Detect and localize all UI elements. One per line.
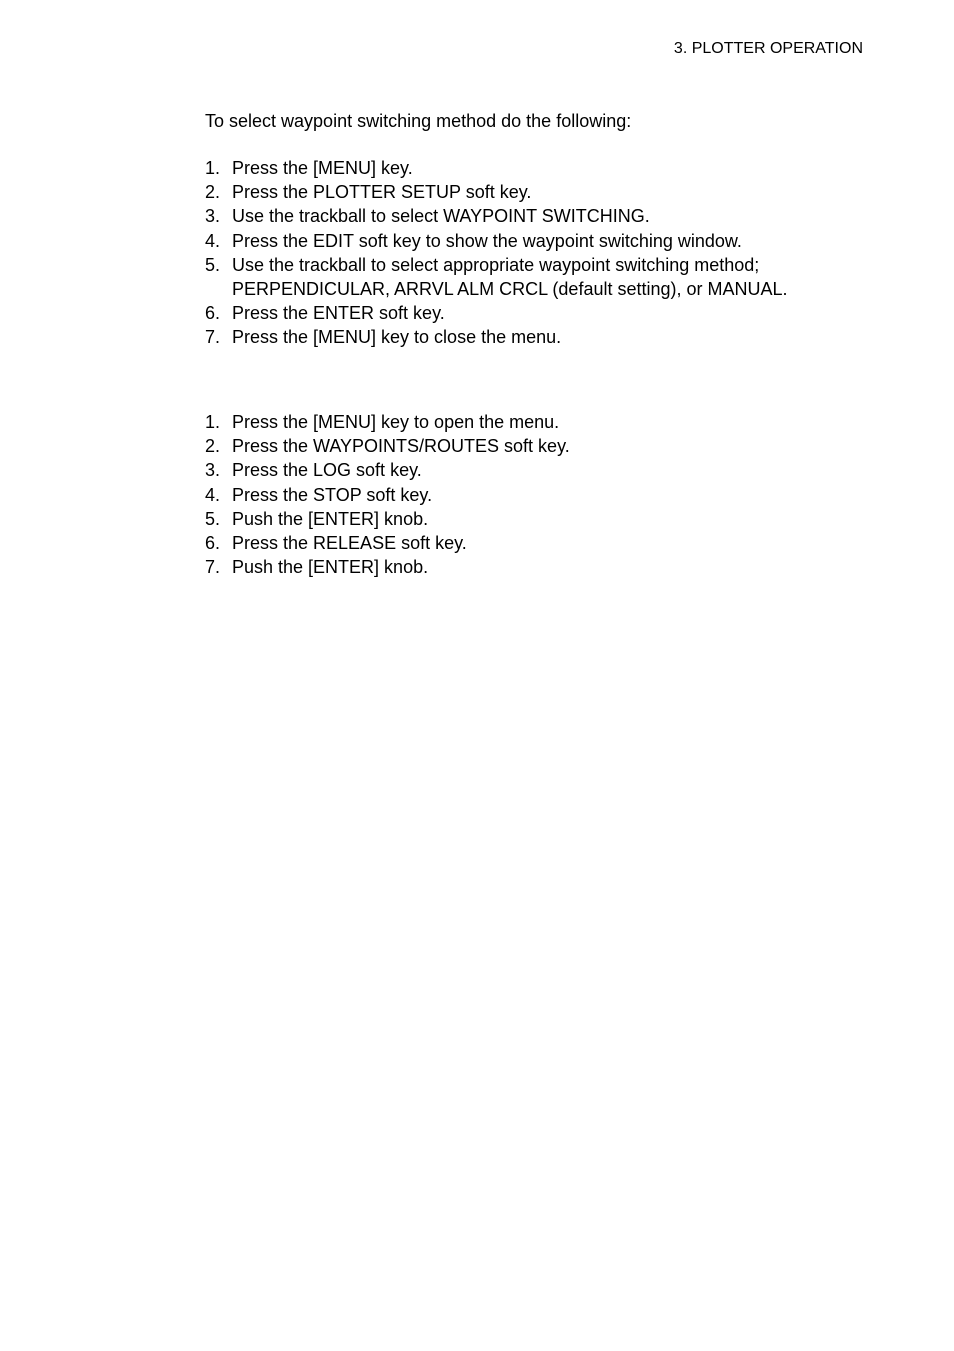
step-text: Press the ENTER soft key. <box>232 303 445 324</box>
step-number: 2. <box>205 436 221 457</box>
list-item <box>205 204 832 228</box>
step-number: 3. <box>205 206 221 227</box>
step-text: Press the STOP soft key. <box>232 484 433 505</box>
list-item <box>205 531 570 555</box>
step-number: 2. <box>205 182 221 203</box>
waypoint-switching-steps <box>205 156 832 350</box>
list-item <box>205 301 832 325</box>
list-item <box>205 325 832 349</box>
list-item <box>205 410 570 434</box>
list-item <box>205 434 570 458</box>
step-number: 5. <box>205 508 221 529</box>
list-item <box>205 229 832 253</box>
step-text: Press the EDIT soft key to show the waypoint switching window. <box>232 230 742 251</box>
section-intro: To select waypoint switching method do the following: <box>205 111 632 131</box>
step-text: Push the [ENTER] knob. <box>232 557 429 578</box>
step-text: Press the LOG soft key. <box>232 460 422 481</box>
step-number: 7. <box>205 557 221 578</box>
step-text: Press the RELEASE soft key. <box>232 533 467 554</box>
list-item <box>205 253 832 301</box>
step-number: 1. <box>205 412 221 432</box>
list-item <box>205 483 570 507</box>
step-text: Use the trackball to select WAYPOINT SWITCHING. <box>232 206 650 227</box>
step-text: Push the [ENTER] knob. <box>232 508 429 529</box>
step-number: 5. <box>205 254 221 275</box>
step-text: Press the [MENU] key. <box>232 158 413 178</box>
step-text: Press the PLOTTER SETUP soft key. <box>232 182 532 203</box>
step-number: 3. <box>205 460 221 481</box>
list-item <box>205 156 832 180</box>
log-stop-steps <box>205 410 570 579</box>
step-number: 6. <box>205 533 221 554</box>
step-number: 7. <box>205 327 221 348</box>
list-item <box>205 458 570 482</box>
step-text: Use the trackball to select appropriate waypoint switching method; PERPENDICULAR, ARRVL ALM CRCL (default setting), or MANUAL. <box>232 254 788 300</box>
list-item <box>205 180 832 204</box>
step-text: Press the WAYPOINTS/ROUTES soft key. <box>232 436 570 457</box>
running-header: 3. PLOTTER OPERATION <box>673 40 863 57</box>
list-item <box>205 507 570 531</box>
step-number: 1. <box>205 158 221 178</box>
step-number: 4. <box>205 484 221 505</box>
step-number: 6. <box>205 303 221 324</box>
step-number: 4. <box>205 230 221 251</box>
step-text: Press the [MENU] key to close the menu. <box>232 327 562 348</box>
list-item <box>205 555 570 579</box>
step-text: Press the [MENU] key to open the menu. <box>232 412 560 432</box>
